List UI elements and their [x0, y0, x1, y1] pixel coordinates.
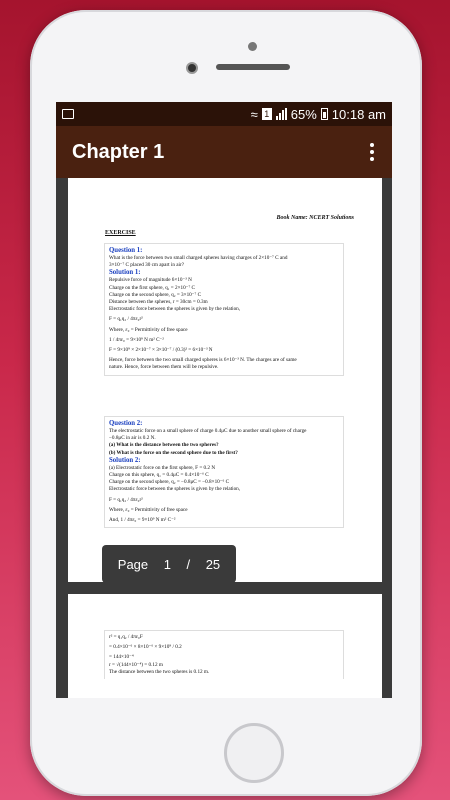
app-toolbar	[56, 126, 392, 178]
question-heading: Question 1:	[109, 247, 143, 254]
page-indicator	[102, 545, 236, 583]
status-right	[251, 107, 386, 122]
solution-line: Distance between the spheres, r = 30cm = 0.3m	[109, 299, 208, 306]
solution-line: Repulsive force of magnitude 6×10⁻³ N	[109, 277, 192, 284]
solution-heading: Solution 2:	[109, 456, 141, 464]
solution-line: Charge on the first sphere, q₁ = 2×10⁻⁷ C	[109, 284, 196, 291]
pdf-page	[68, 178, 382, 582]
front-camera	[186, 62, 198, 74]
status-bar	[56, 102, 392, 126]
page-separator: /	[186, 556, 191, 572]
proximity-sensor	[248, 42, 257, 51]
total-pages: 25	[205, 556, 221, 572]
solution-line: Electrostatic force between the spheres is given by the relation,	[109, 306, 241, 313]
question-text: (b) What is the force on the second sphere due to the first?	[109, 449, 238, 456]
pdf-viewer[interactable]	[56, 178, 392, 698]
earpiece-speaker	[216, 64, 290, 70]
question-text: 3×10⁻⁷ C placed 30 cm apart in air?	[109, 262, 185, 269]
battery-percent: 65%	[290, 106, 317, 122]
question-block-1	[104, 243, 344, 376]
formula-line: r² = q₁q₂ / 4πε₀F	[109, 634, 143, 640]
question-text: (a) What is the distance between the two spheres?	[109, 442, 219, 449]
wifi-icon: ≈	[250, 106, 258, 122]
solution-line: (a) Electrostatic force on the first sphere, F = 0.2 N	[109, 464, 216, 471]
question-text: The electrostatic force on a small sphere of charge 0.4μC due to another small sphere of charge	[109, 428, 307, 434]
overflow-menu-icon[interactable]	[364, 143, 380, 161]
formula-line: F = q₁q₂ / 4πε₀r²	[109, 496, 143, 503]
formula-line: And, 1 / 4πε₀ = 9×10⁹ N m² C⁻²	[109, 517, 176, 524]
formula-line: 1 / 4πε₀ = 9×10⁹ N m² C⁻²	[109, 336, 164, 343]
exercise-heading: EXERCISE	[105, 230, 136, 236]
question-text: −0.8μC in air is 0.2 N.	[109, 435, 156, 442]
pdf-page	[68, 594, 382, 698]
question-text: What is the force between two small charged spheres having charges of 2×10⁻⁷ C and	[109, 255, 288, 261]
solution-line: Charge on this sphere, q₁ = 0.4μC = 0.4×10⁻⁶ C	[109, 472, 209, 479]
solution-line: Hence, force between the two small charged spheres is 6×10⁻³ N. The charges are of same	[109, 357, 297, 364]
clock: 10:18 am	[331, 106, 386, 122]
formula-line: F = q₁q₂ / 4πε₀r²	[109, 316, 143, 323]
sim-badge: 1	[262, 108, 272, 120]
solution-line: Charge on the second sphere, q₂ = −0.8μC = −0.8×10⁻⁶ C	[109, 479, 230, 486]
formula-line: F = 9×10⁹ × 2×10⁻⁷ × 3×10⁻⁷ / (0.3)² = 6×10⁻³ N	[109, 347, 213, 354]
book-name: Book Name: NCERT Solutions	[276, 215, 354, 221]
solution-heading: Solution 1:	[109, 269, 141, 277]
formula-line: = 0.4×10⁻⁶ × 8×10⁻⁶ × 9×10⁹ / 0.2	[109, 644, 182, 651]
formula-line: r = √(144×10⁻⁴) = 0.12 m	[109, 661, 163, 668]
solution-line: Where, ε₀ = Permittivity of free space	[109, 326, 188, 333]
current-page: 1	[163, 556, 171, 572]
device-screen	[56, 102, 392, 698]
battery-icon	[321, 108, 328, 120]
formula-line: = 144×10⁻⁴	[109, 654, 134, 661]
home-button[interactable]	[224, 723, 284, 783]
continuation-block	[104, 630, 344, 679]
solution-line: Where, ε₀ = Permittivity of free space	[109, 506, 188, 513]
page-label: Page	[117, 556, 149, 572]
gallery-notification-icon	[62, 109, 74, 119]
solution-line: nature. Hence, force between them will be repulsive.	[109, 364, 219, 371]
signal-icon	[276, 108, 287, 120]
page-title: Chapter 1	[72, 140, 165, 163]
question-block-2	[104, 416, 344, 528]
solution-line: The distance between the two spheres is 0.12 m.	[109, 668, 210, 675]
solution-line: Electrostatic force between the spheres is given by the relation,	[109, 486, 241, 493]
question-heading: Question 2:	[109, 420, 143, 427]
solution-line: Charge on the second sphere, q₂ = 3×10⁻⁷ C	[109, 291, 202, 298]
